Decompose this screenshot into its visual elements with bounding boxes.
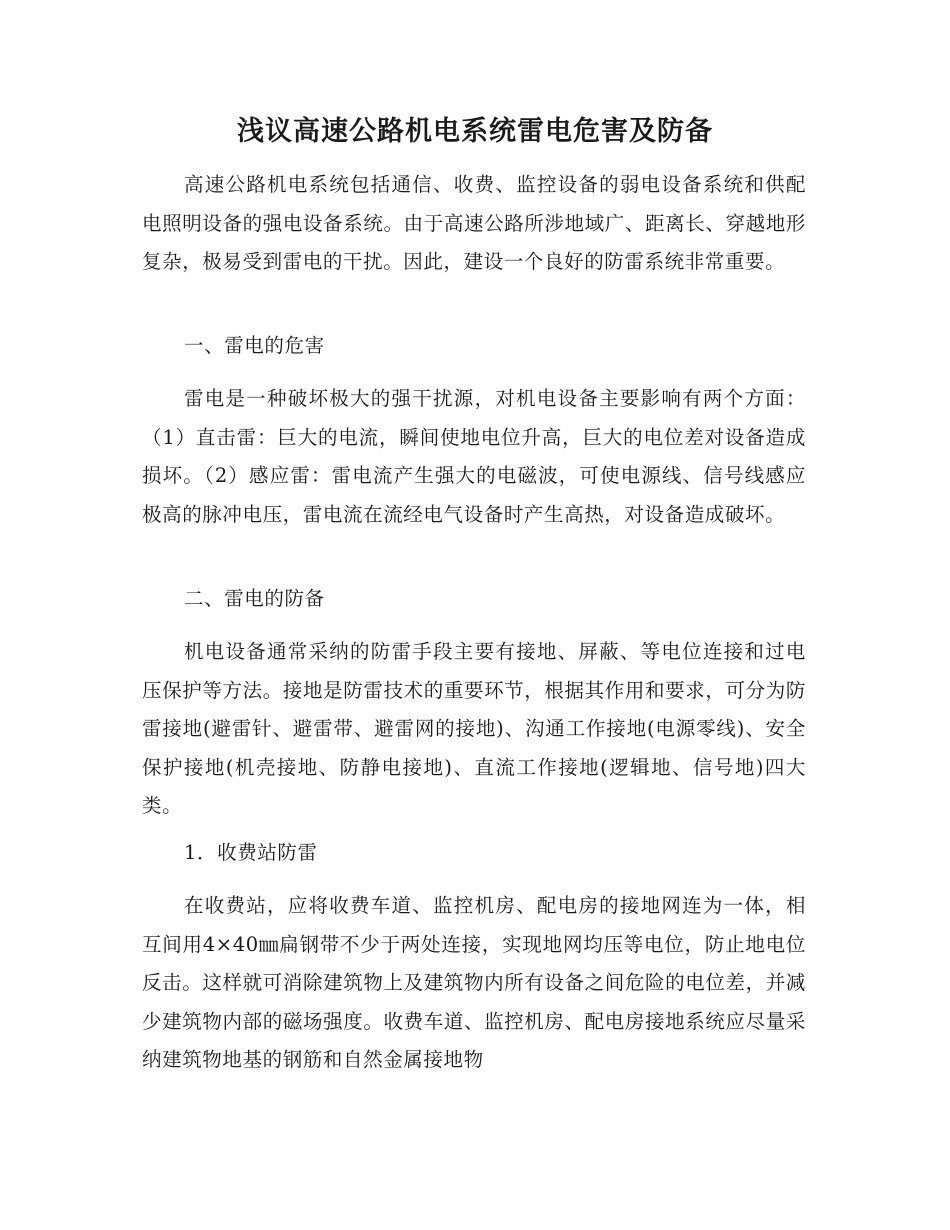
protection-paragraph: 机电设备通常采纳的防雷手段主要有接地、屏蔽、等电位连接和过电压保护等方法。接地是防雷技术的重要环节，根据其作用和要求，可分为防雷接地(避雷针、避雷带、避雷网的接地)、沟通工作接地(电源零线)、安全保护接地(机壳接地、防静电接地)、直流工作接地(逻辑地、信号地)四大类。 xyxy=(142,640,806,817)
toll-station-paragraph: 在收费站，应将收费车道、监控机房、配电房的接地网连为一体，相互间用4×40㎜扁钢带不少于两处连接，实现地网均压等电位，防止地电位反击。这样就可消除建筑物上及建筑物内所有设备之间危险的电位差，并减少建筑物内部的磁场强度。收费车道、监控机房、配电房接地系统应尽量采纳建筑物地基的钢筋和自然金属接地物 xyxy=(142,894,806,1071)
intro-paragraph: 高速公路机电系统包括通信、收费、监控设备的弱电设备系统和供配电照明设备的强电设备系统。由于高速公路所涉地域广、距离长、穿越地形复杂，极易受到雷电的干扰。因此，建设一个良好的防雷系统非常重要。 xyxy=(142,173,806,273)
subsection-heading-toll-station: 1．收费站防雷 xyxy=(184,841,318,864)
section-heading-hazards: 一、雷电的危害 xyxy=(184,334,325,357)
section-heading-protection: 二、雷电的防备 xyxy=(184,587,325,610)
document-title: 浅议高速公路机电系统雷电危害及防备 xyxy=(237,116,713,147)
hazards-paragraph: 雷电是一种破坏极大的强干扰源，对机电设备主要影响有两个方面：（1）直击雷：巨大的电流，瞬间使地电位升高，巨大的电位差对设备造成损坏。（2）感应雷：雷电流产生强大的电磁波，可使电源线、信号线感应极高的脉冲电压，雷电流在流经电气设备时产生高热，对设备造成破坏。 xyxy=(142,387,806,526)
